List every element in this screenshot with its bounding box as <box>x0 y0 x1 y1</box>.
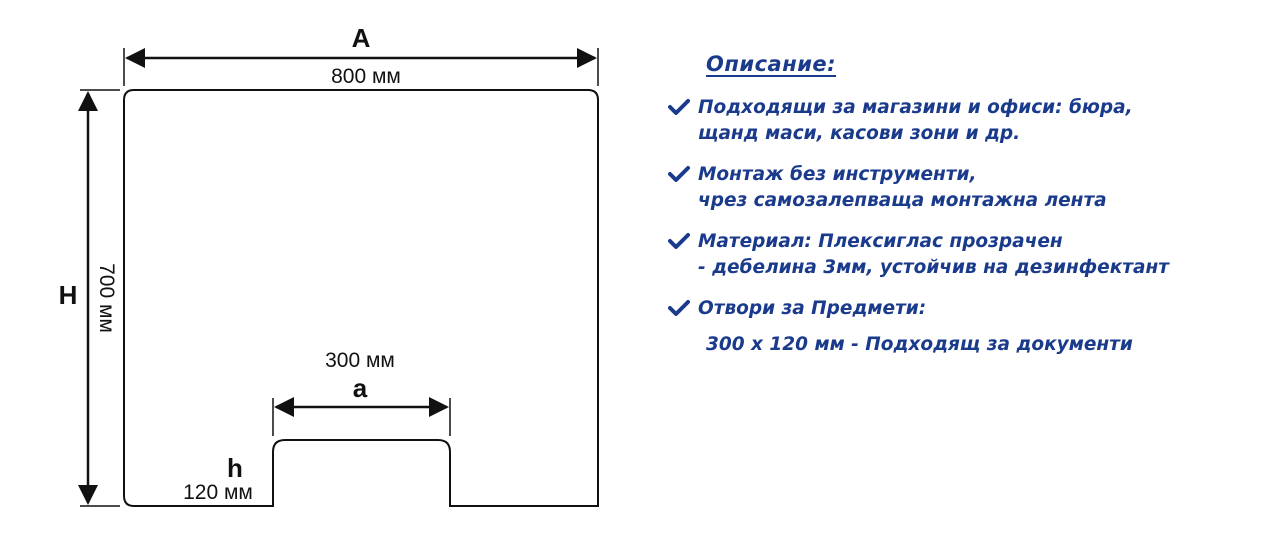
feature-text-line: Монтаж без инструменти, <box>698 164 977 185</box>
feature-item <box>668 229 1268 281</box>
opening-height-value: 120 мм <box>183 481 253 504</box>
height-value: 700 мм <box>95 263 118 333</box>
check-icon <box>668 162 698 187</box>
feature-text-line: Подходящи за магазини и офиси: бюра, <box>698 97 1133 118</box>
check-icon <box>668 296 698 321</box>
description-title: Описание: <box>706 52 837 76</box>
check-icon <box>668 229 698 254</box>
opening-size-note: 300 x 120 мм - Подходящ за документи <box>706 334 1133 355</box>
panel-outline <box>124 90 598 506</box>
description-panel <box>668 52 1268 358</box>
feature-item <box>668 296 1268 322</box>
width-letter: A <box>351 23 371 53</box>
height-letter: H <box>58 280 78 310</box>
opening-width-value: 300 мм <box>325 349 395 372</box>
opening-width-letter: a <box>352 373 368 403</box>
feature-text-line: Материал: Плексиглас прозрачен <box>698 231 1063 252</box>
feature-item <box>668 162 1268 214</box>
feature-item <box>668 95 1268 147</box>
width-value: 800 мм <box>331 65 401 88</box>
feature-text-line: щанд маси, касови зони и др. <box>698 123 1021 144</box>
feature-text-line: чрез самозалепваща монтажна лента <box>698 190 1107 211</box>
opening-height-letter: h <box>227 453 243 483</box>
feature-text-line: - дебелина 3мм, устойчив на дезинфектант <box>698 257 1169 278</box>
feature-text-line: Отвори за Предмети: <box>698 298 927 319</box>
check-icon <box>668 95 698 120</box>
